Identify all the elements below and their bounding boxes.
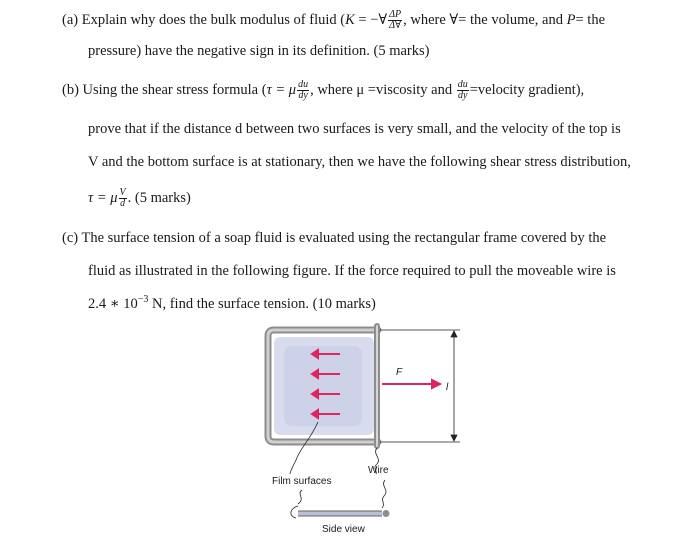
wire-label: Wire <box>368 465 389 476</box>
film-surfaces-label: Film surfaces <box>272 476 332 487</box>
part-c-line-3: 2.4 ∗ $10^{-3}$ N, find the surface tension. (10 marks) <box>88 294 376 312</box>
length-label: l <box>446 382 449 393</box>
side-view-label: Side view <box>322 524 365 535</box>
force-label: F <box>396 367 403 378</box>
part-c-line-2: fluid as illustrated in the following figure. If the force required to pull the moveable wire is <box>88 263 616 279</box>
part-a-line-2: pressure) have the negative sign in its definition. (5 marks) <box>88 43 430 59</box>
part-a-line-1: (a) Explain why does the bulk modulus of fluid (K = −∀ $\frac{\Delta P}{\Delta\forall}$ , where ∀= the volume, and P= the <box>62 9 606 31</box>
part-b-line-2: prove that if the distance d between two surfaces is very small, and the velocity of the top is <box>88 121 621 137</box>
soap-film-frame-figure <box>260 322 470 544</box>
fraction-dp-dv: $\frac{\Delta P}{\Delta\forall}$ <box>389 9 402 31</box>
fraction-du-dy-2: $\frac{du}{dy}$ <box>457 79 468 101</box>
part-b-line-1: (b) Using the shear stress formula (τ = μ $\frac{du}{dy}$ , where μ =viscosity and $\frac{du}{dy}$ =velocity gradient), <box>62 79 585 101</box>
length-dimension <box>451 331 457 441</box>
part-c-line-1: (c) The surface tension of a soap fluid is evaluated using the rectangular frame covered by the <box>62 230 607 246</box>
fraction-du-dy: $\frac{du}{dy}$ <box>298 79 309 101</box>
force-arrow <box>382 380 440 388</box>
side-view-diagram <box>291 506 390 518</box>
fraction-v-d: $\frac{V}{d}$ <box>119 187 126 209</box>
part-b-line-3: V and the bottom surface is at stationary, then we have the following shear stress distribution, <box>88 154 631 170</box>
part-b-line-4: τ = μ $\frac{V}{d}$ . (5 marks) <box>88 187 191 209</box>
